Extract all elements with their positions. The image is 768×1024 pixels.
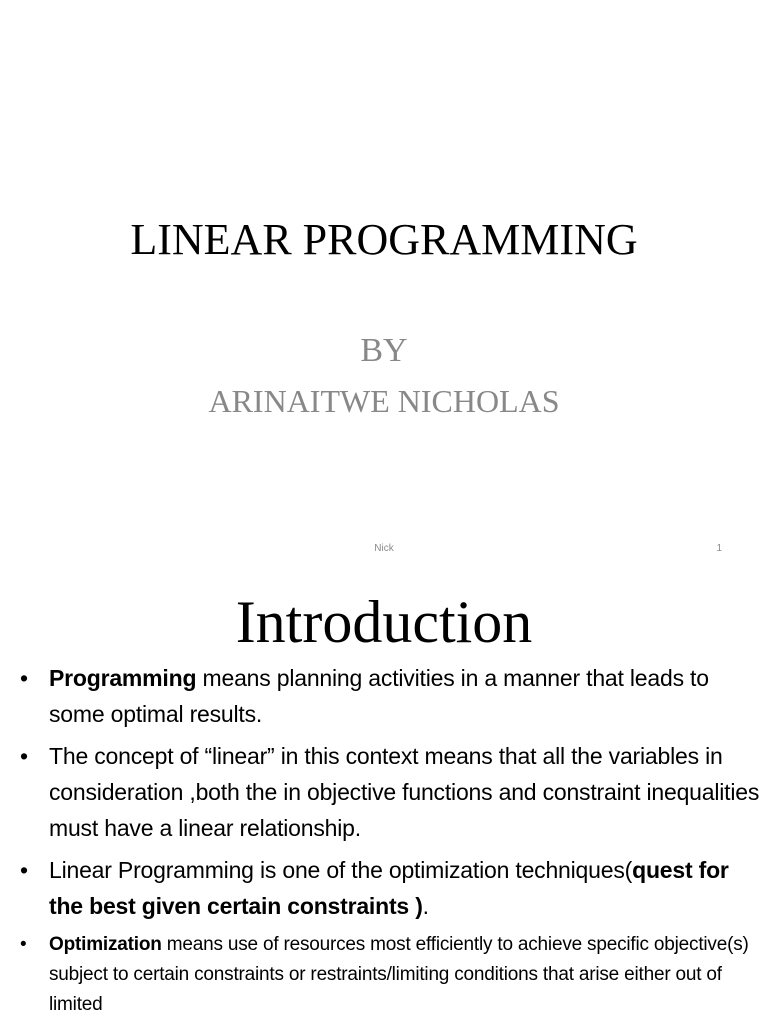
bullet-icon: • <box>20 857 28 883</box>
bullet-item <box>20 738 760 846</box>
bullet-text-end: . <box>422 893 429 919</box>
bullet-bold-term: Programming <box>49 665 197 691</box>
introduction-slide <box>0 576 768 1024</box>
subtitle-by: BY <box>360 332 408 369</box>
bullet-icon: • <box>20 665 28 691</box>
bullet-bold-phrase: quest for the best given certain constraints ) <box>49 857 729 919</box>
bullet-icon: • <box>20 743 28 769</box>
page-number: 1 <box>716 543 722 554</box>
bullet-text: means planning activities in a manner that leads to some optimal results. <box>49 665 709 727</box>
bullet-text: The concept of “linear” in this context means that all the variables in consideration ,both the in objective functions and constraint inequalities must have a linear relationship. <box>49 743 760 841</box>
author-name: ARINAITWE NICHOLAS <box>208 383 560 419</box>
bullet-bold-term: Optimization <box>49 934 162 955</box>
bullet-icon: • <box>20 934 27 955</box>
slide-title: LINEAR PROGRAMMING <box>130 215 638 264</box>
footer-text: Nick <box>374 543 394 554</box>
bullet-item <box>20 852 760 924</box>
bullet-item <box>20 930 760 1020</box>
bullet-text: Linear Programming is one of the optimization techniques( <box>49 857 633 883</box>
bullet-text: means use of resources most efficiently to achieve specific objective(s) subject to certain constraints or restraints/limiting conditions that arise either out of limited <box>49 934 749 1015</box>
bullet-item <box>20 660 760 732</box>
bullet-list <box>20 660 760 1020</box>
slide-title: Introduction <box>235 589 533 655</box>
